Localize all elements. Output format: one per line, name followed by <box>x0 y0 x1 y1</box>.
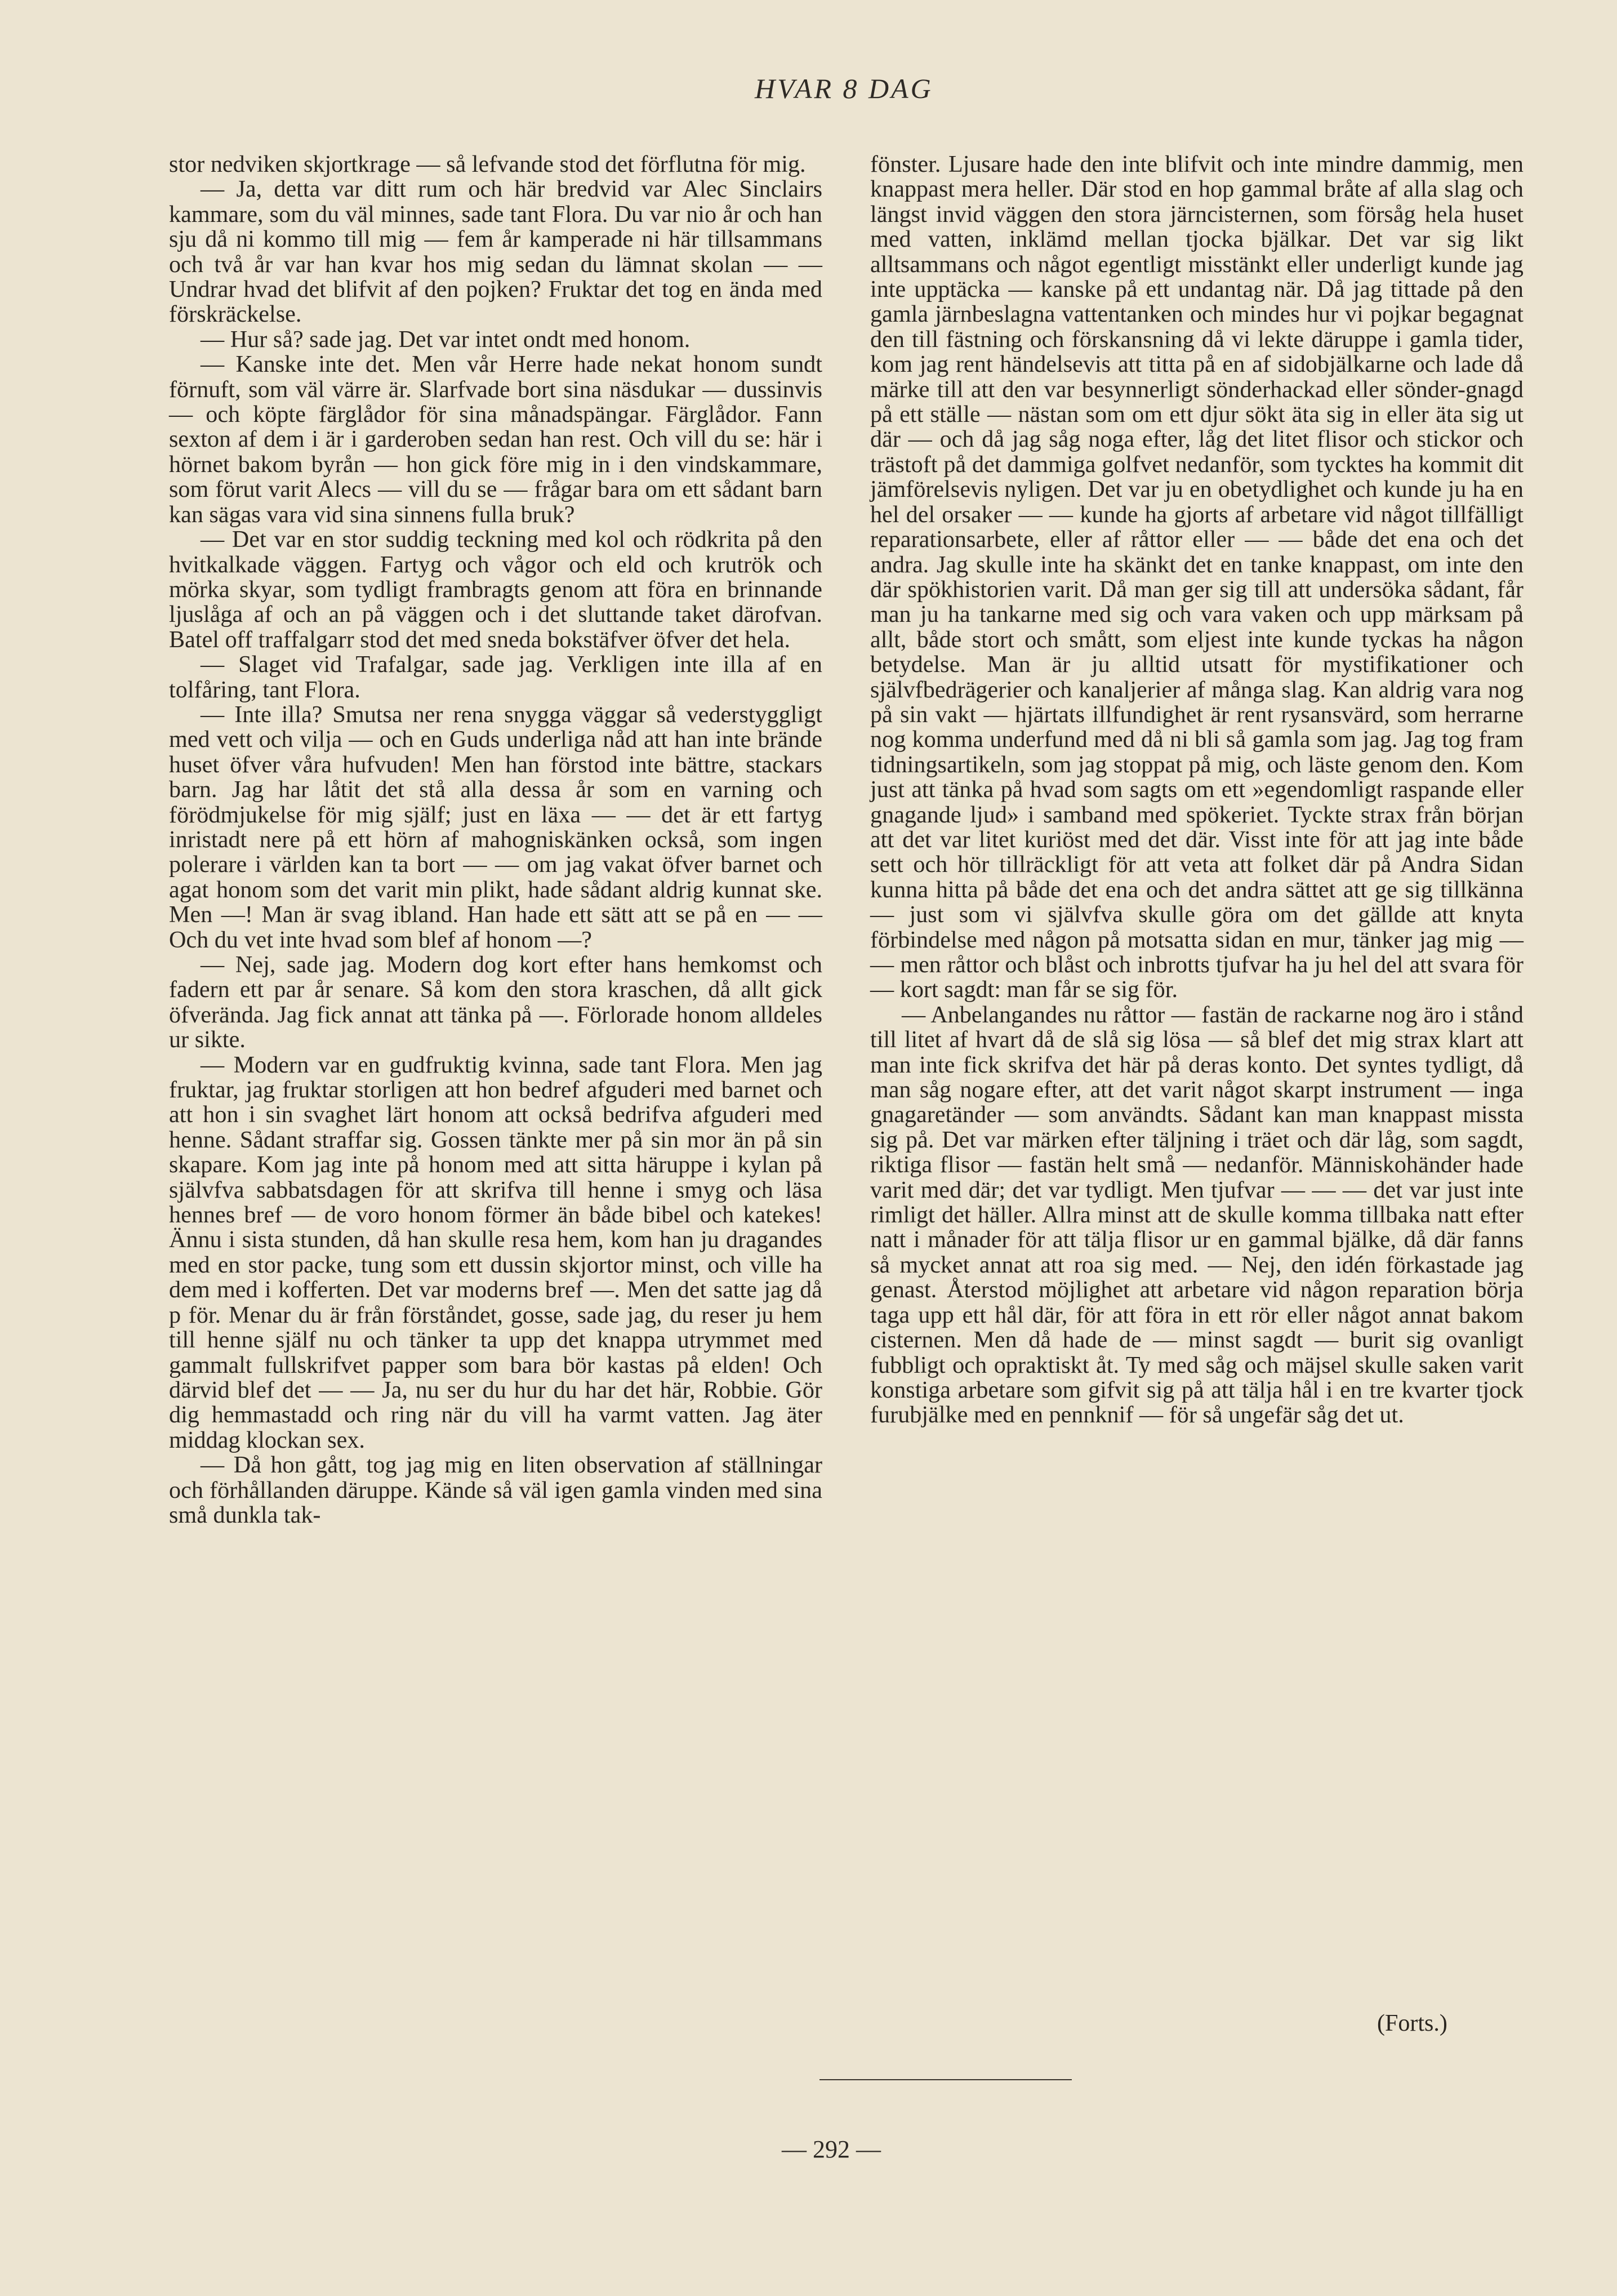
right-paragraph: fönster. Ljusare hade den inte blifvit och inte mindre dammig, men knappast mera heller. Där stod en hop gammal bråte af alla slag och längst invid väggen den stora järncisternen, som försåg hela huset med vatten, inklämd mellan tjocka bjälkar. Det var sig likt alltsammans och något egentligt misstänkt eller underligt kunde jag inte upptäcka — kanske på ett undantag när. Då jag tittade på den gamla järnbeslagna vattentanken och mindes hur vi pojkar begagnat den till fästning och förskansning då vi lekte däruppe i gamla tider, kom jag rent händelsevis att titta på en af sidobjälkarne och lade då märke till att den var besynnerligt sönderhackad eller sönder-gnagd på ett ställe — nästan som om ett djur sökt äta sig in eller äta sig ut där — och då jag såg noga efter, låg det litet flisor och stickor och trästoft på det dammiga golfvet nedanför, som tycktes ha kommit dit jämförelsevis nyligen. Det var ju en obetydlighet och kunde ju ha en hel del orsaker — — kunde ha gjorts af arbetare vid något tillfälligt reparationsarbete, eller af råttor eller — — både det ena och det andra. Jag skulle inte ha skänkt det en tanke knappast, om inte den där spökhistorien varit. Då man ger sig till att undersöka sådant, får man ju ha tankarne med sig och vara vaken och upp märksam på allt, både stort och smått, som eljest inte kunde tyckas ha någon betydelse. Man är ju alltid utsatt för mystifikationer och självfbedrägerier och kanaljerier af många slag. Kan aldrig vara nog på sin vakt — hjärtats illfundighet är rent rysansvärd, som herrarne nog komma underfund med då ni bli så gamla som jag. Jag tog fram tidningsartikeln, som jag stoppat på mig, och läste genom den. Kom just att tänka på hvad som sagts om ett »egendomligt raspande eller gnagande ljud» i samband med spökeriet. Tyckte strax från början att det var litet kuriöst med det där. Visst inte för att jag inte både sett och hör tillräckligt för att veta att folket där på Andra Sidan kunna hitta på både det ena och det andra sättet att ge sig tillkänna — just som vi självfva skulle göra om det gällde att knyta förbindelse med någon på motsatta sidan en mur, tänker jag mig — — men råttor och blåst och inbrotts tjufvar ha ju hel del att svara för — kort sagdt: man får se sig för. <box>870 151 1524 1003</box>
left-paragraph: — Hur så? sade jag. Det var intet ondt med honom. <box>201 326 691 353</box>
left-text-column <box>169 152 822 1528</box>
left-paragraph: — Kanske inte det. Men vår Herre hade nekat honom sundt förnuft, som väl värre är. Slarfvade bort sina näsdukar — dussinvis — och köpte färglådor för sina månadspängar. Färglådor. Fann sexton af dem i är i garderoben sedan han rest. Och vill du se: här i hörnet bakom byrån — hon gick före mig in i den vindskammare, som förut varit Alecs — vill du se — frågar bara om ett sådant barn kan sägas vara vid sina sinnens fulla bruk? <box>169 351 822 528</box>
left-paragraph: — Slaget vid Trafalgar, sade jag. Verkligen inte illa af en tolfåring, tant Flora. <box>169 651 822 703</box>
page-number: — 292 — <box>782 2135 881 2163</box>
continuation-note: (Forts.) <box>1377 2010 1447 2036</box>
left-paragraph: — Nej, sade jag. Modern dog kort efter hans hemkomst och fadern ett par år senare. Så kom den stora kraschen, då allt gick öfverända. Jag fick annat att tänka på —. Förlorade honom alldeles ur sikte. <box>169 951 822 1053</box>
footer-divider <box>819 2079 1072 2080</box>
left-paragraph: — Det var en stor suddig teckning med kol och rödkrita på den hvitkalkade väggen. Fartyg och vågor och eld och krutrök och mörka skyar, som tydligt frambragts genom att föra en brinnande ljuslåga af och an på väggen och i det sluttande taket därofvan. Batel off traffalgarr stod det med sneda bokstäfver öfver det hela. <box>169 526 822 653</box>
left-paragraph: — Då hon gått, tog jag mig en liten observation af ställningar och förhållanden däruppe. Kände så väl igen gamla vinden med sina små dunkla tak- <box>169 1452 822 1528</box>
right-paragraph: — Anbelangandes nu råttor — fastän de rackarne nog äro i stånd till litet af hvart då de slå sig lösa — så blef det mig strax klart att man inte fick skrifva det här på deras konto. Det syntes tydligt, då man såg nogare efter, att det varit något skarpt instrument — inga gnagaretänder — som användts. Sådant kan man knappast missta sig på. Det var märken efter täljning i träet och där låg, som sagdt, riktiga flisor — fastän helt små — nedanför. Människohänder hade varit med där; det var tydligt. Men tjufvar — — — det var just inte rimligt det häller. Allra minst att de skulle komma tillbaka natt efter natt i månader för att tälja flisor ur en gammal bjälke, då där fanns så mycket annat att roa sig med. — Nej, den idén förkastade jag genast. Återstod möjlighet att arbetare vid någon reparation börja taga upp ett hål där, för att föra in ett rör eller något annat bakom cisternen. Men då hade de — minst sagdt — burit sig ovanligt fubbligt och opraktiskt åt. Ty med såg och mäjsel skulle saken varit konstiga arbetare som gifvit sig på att tälja hål i en tre kvarter tjock furubjälke med en pennknif — för så ungefär såg det ut. <box>870 1001 1524 1429</box>
page-header-title: HVAR 8 DAG <box>755 73 933 104</box>
left-paragraph: — Ja, detta var ditt rum och här bredvid var Alec Sinclairs kammare, som du väl minnes, sade tant Flora. Du var nio år och han sju då ni kommo till mig — fem år kamperade ni här tillsammans och två år var han kvar hos mig sedan du lämnat skolan — — Undrar hvad det blifvit af den pojken? Fruktar det tog en ända med förskräckelse. <box>169 176 822 328</box>
left-paragraph: — Inte illa? Smutsa ner rena snygga väggar så vederstyggligt med vett och vilja — och en Guds underliga nåd att han inte brände huset öfver våra hufvuden! Men han förstod inte bättre, stackars barn. Jag har låtit det stå alla dessa år som en varning och förödmjukelse för mig själf; just en läxa — — det är ett fartyg inristadt nere på ett hörn af mahogniskänken också, som ingen polerare i världen kan ta bort — — om jag vakat öfver barnet och agat honom som det varit min plikt, hade sådant aldrig kunnat ske. Men —! Man är svag ibland. Han hade ett sätt att se på en — — Och du vet inte hvad som blef af honom —? <box>169 701 822 953</box>
right-text-column <box>870 152 1524 1428</box>
left-paragraph: — Modern var en gudfruktig kvinna, sade tant Flora. Men jag fruktar, jag fruktar storligen att hon bedref afguderi med barnet och att hon i sin svaghet lärt honom att också bedrifva afguderi med henne. Sådant straffar sig. Gossen tänkte mer på sin mor än på sin skapare. Kom jag inte på honom med att sitta häruppe i kylan på självfva sabbatsdagen för att skrifva till henne i smyg och läsa hennes bref — de voro honom förmer än både bibel och katekes! Ännu i sista stunden, då han skulle resa hem, kom han ju dragandes med en stor packe, tung som ett dussin skjortor minst, och ville ha dem med i kofferten. Det var moderns bref —. Men det satte jag då p för. Menar du är från förståndet, gosse, sade jag, du reser ju hem till henne själf nu och tänker ta upp det knappa utrymmet med gammalt fullskrifvet papper som bara bör kastas på elden! Och därvid blef det — — Ja, nu ser du hur du har det här, Robbie. Gör dig hemmastadd och ring när du vill ha varmt vatten. Jag äter middag klockan sex. <box>169 1051 822 1453</box>
left-paragraph: stor nedviken skjortkrage — så lefvande stod det förflutna för mig. <box>169 151 806 177</box>
